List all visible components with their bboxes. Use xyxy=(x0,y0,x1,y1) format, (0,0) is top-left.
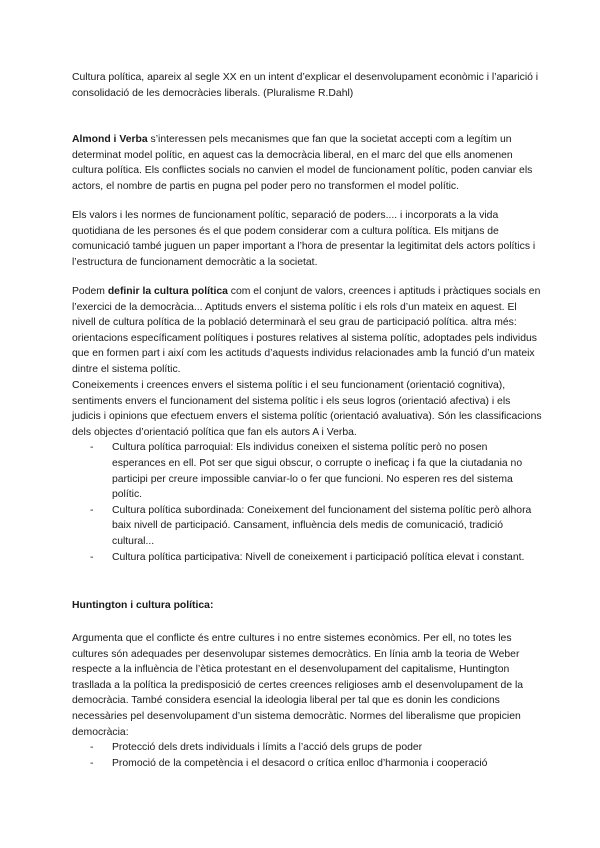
list-item: - Promoció de la competència i el desacord o crítica enlloc d’harmonia i cooperació xyxy=(86,756,542,772)
list-item: - Cultura política subordinada: Coneixement del funcionament del sistema polític però alhora baix nivell de participació. Cansament, influència dels medis de comunicació, tradició cultural... xyxy=(86,503,542,550)
huntington-heading-block xyxy=(72,598,542,614)
culture-types-list xyxy=(72,440,542,565)
almond-verba-paragraph xyxy=(72,132,542,194)
values-text: Els valors i les normes de funcionament polític, separació de poders.... i incorporats a la vida quotidiana de les persones és el que podem considerar com a cultura política. Els mitjans de comunicació també juguen un paper important a l’hora de presentar la legitimitat dels actors polítics i l’estructura de funcionament democràtic a la societat. xyxy=(72,210,536,268)
almond-verba-text: s’interessen pels mecanismes que fan que la societat accepti com a legítim un determinat model polític, en aquest cas la democràcia liberal, en el marc del que ells anomenen cultura política. Els conflictes socials no canvien el model de funcionament polític, poden canviar els actors, el nombre de partis en pugna pel poder pero no transformen el model polític. xyxy=(72,134,533,192)
list-item: - Protecció dels drets individuals i límits a l’acció dels grups de poder xyxy=(86,740,542,756)
huntington-section xyxy=(72,631,542,771)
orientation-section xyxy=(72,378,542,565)
definition-paragraph xyxy=(72,284,542,378)
definition-text: com el conjunt de valors, creences i aptituds i pràctiques socials en l’exercici de la democràcia... Aptituds envers el sistema polític i els rols d’un mateix en aquest. El nivell de cultura política de la població determinarà el seu grau de participació política. altra més: orientacions específicament polítiques i postures relatives al sistema polític, adoptades pels individus que en formen part i així com les actituds d’aquests individus relacionades amb la funció d’un mateix dintre el sistema polític. xyxy=(72,286,541,375)
intro-paragraph xyxy=(72,70,542,101)
intro-text: Cultura política, apareix al segle XX en un intent d’explicar el desenvolupament econòmic i l’aparició i consolidació de les democràcies liberals. (Pluralisme R.Dahl) xyxy=(72,72,539,99)
liberalism-norms-list xyxy=(72,740,542,771)
list-item: - Cultura política participativa: Nivell de coneixement i participació política elevat i constant. xyxy=(86,550,542,566)
section-heading: Huntington i cultura política: xyxy=(72,600,214,611)
huntington-text: Argumenta que el conflicte és entre cultures i no entre sistemes econòmics. Per ell, no totes les cultures són adequades per desenvolupar sistemes democràtics. En línia amb la teoria de Weber respecte a la influència de l’ètica protestant en el desenvolupament del capitalisme, Huntington trasllada a la política la predisposició de certes creences religioses amb el desenvolupament de la democràcia. També considera esencial la ideologia liberal per tal que es donin les condicions necessàries pel desenvolupament d’un sistema democràtic. Normes del liberalisme que propicien democràcia: xyxy=(72,633,524,738)
definition-pre: Podem xyxy=(72,286,108,297)
definition-lead: definir la cultura política xyxy=(107,286,228,297)
values-paragraph xyxy=(72,208,542,270)
orientation-text: Coneixements i creences envers el sistema polític i el seu funcionament (orientació cognitiva), sentiments envers el funcionament del sistema polític i els seus logros (orientació afectiva) i els judicis i opinions que efectuem envers el sistema polític (orientació avaluativa). Són les classificacions dels objectes d’orientació política que fan els autors A i Verba. xyxy=(72,380,542,438)
almond-verba-lead: Almond i Verba xyxy=(72,134,148,145)
list-item: - Cultura política parroquial: Els individus coneixen el sistema polític però no posen esperances en ell. Pot ser que sigui obscur, o corrupte o ineficaç i fa que la ciutadania no participi per creure impossible canviar-lo o fer que funcioni. No esperen res del sistema polític. xyxy=(86,440,542,502)
